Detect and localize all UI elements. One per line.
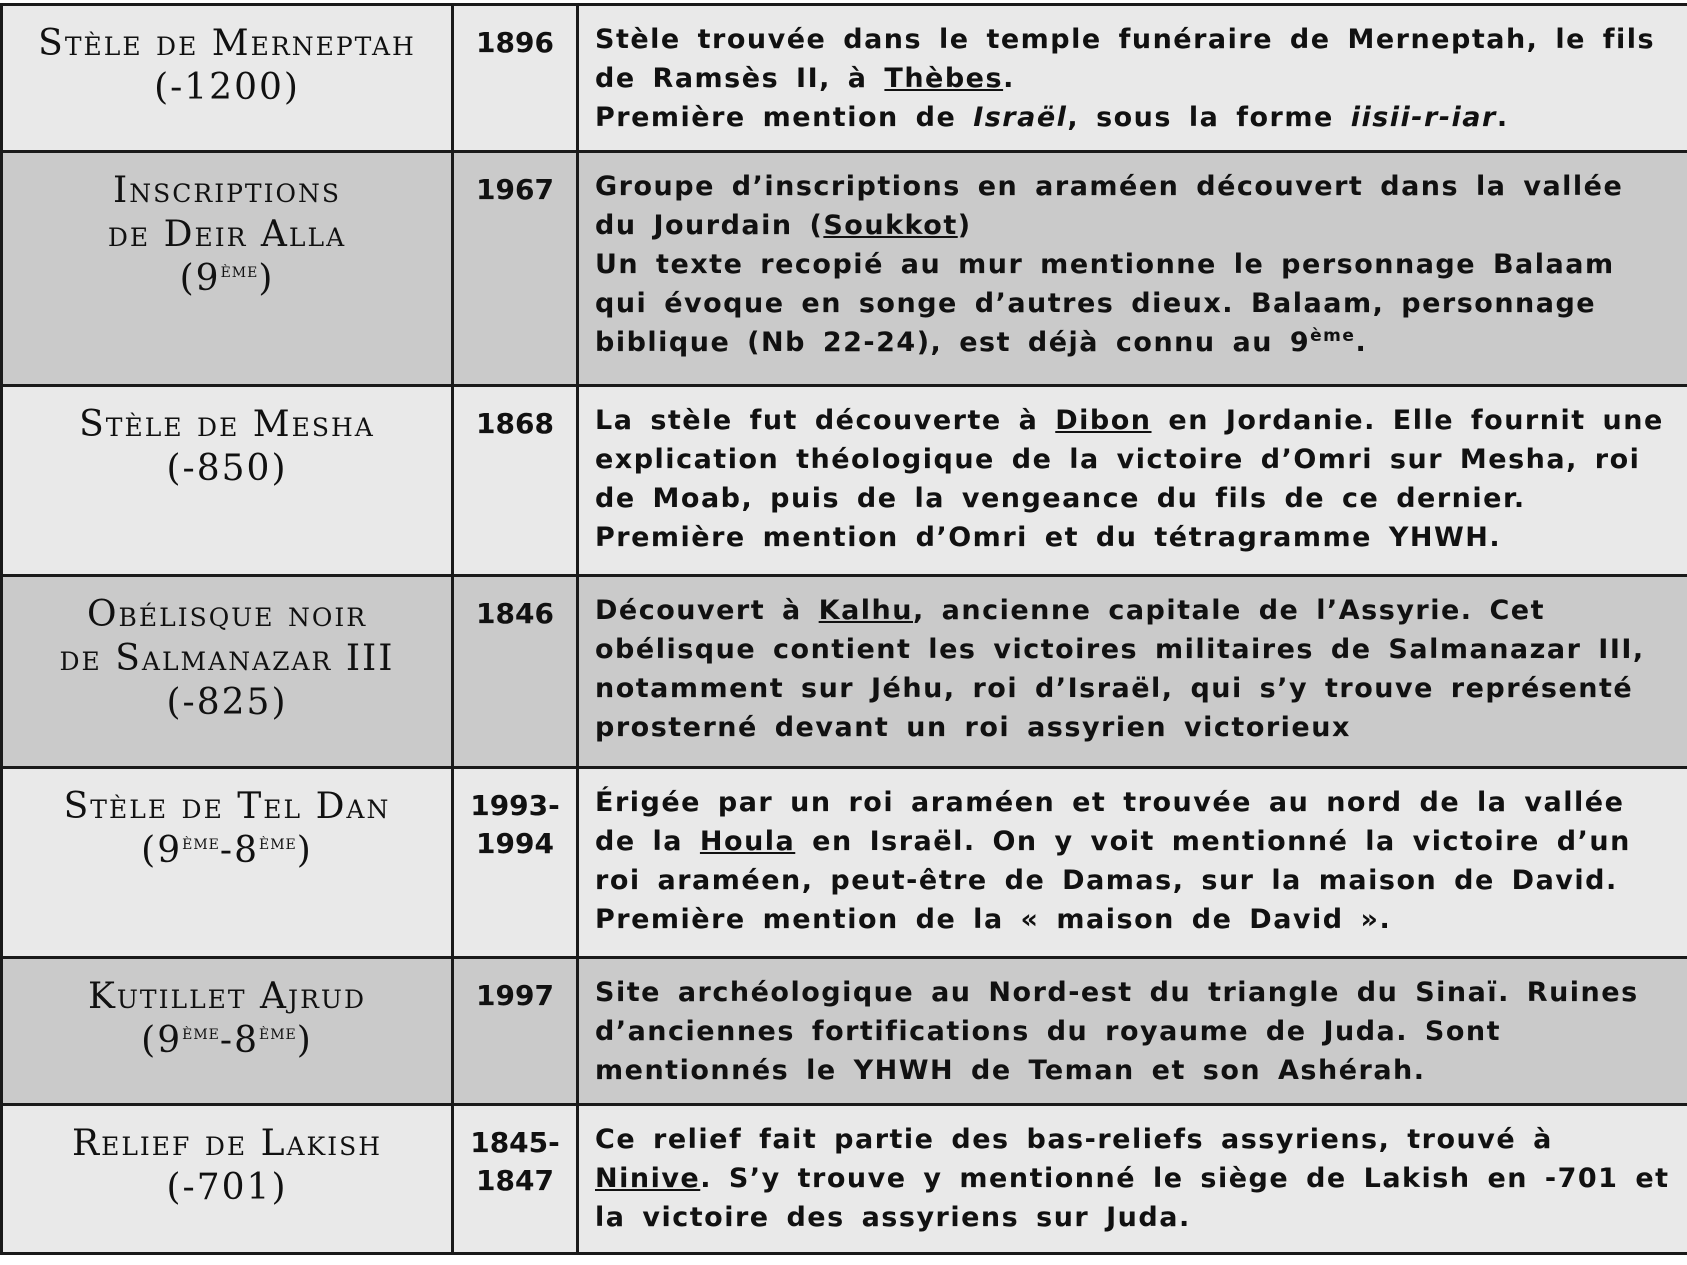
description-paragraph <box>595 591 1671 747</box>
description-text: . S’y trouve y mentionné le siège de Lakish en -701 et la victoire des assyriens sur Juda. <box>595 1163 1670 1233</box>
description-paragraph: Site archéologique au Nord-est du triangle du Sinaï. Ruines d’anciennes fortifications du royaume de Juda. Sont mentionnés le YHWH de Teman et son Ashérah. <box>595 977 1639 1086</box>
description-paragraph: Première mention d’Omri et du tétragramme YHWH. <box>595 522 1502 553</box>
discovery-year: 1967 <box>476 173 554 206</box>
description-cell <box>578 768 1687 958</box>
description-text: , sous la forme <box>1067 102 1351 133</box>
artifact-name-cell <box>2 1105 453 1254</box>
archaeology-table <box>0 3 1687 1255</box>
description-text: . <box>1496 102 1509 133</box>
description-cell <box>578 386 1687 576</box>
description-paragraph <box>595 401 1671 518</box>
description-text: en Jordanie. Elle fournit une explication théologique de la victoire d’Omri sur Mesha, roi de Moab, puis de la vengeance du fils de ce dernier. <box>595 405 1664 514</box>
artifact-date: (-701) <box>166 1167 288 1208</box>
description-text: Première mention de <box>595 102 974 133</box>
artifact-date: (-1200) <box>154 67 300 108</box>
description-text: Découvert à <box>595 595 819 626</box>
artifact-name: Stèle de Merneptah <box>38 23 416 64</box>
discovery-year-cell <box>453 958 578 1105</box>
description-paragraph <box>595 245 1671 362</box>
place-link-kalhu[interactable]: Kalhu <box>818 595 913 626</box>
description-cell <box>578 5 1687 152</box>
description-text: Stèle trouvée dans le temple funéraire de Merneptah, le fils de Ramsès II, à <box>595 24 1656 94</box>
table-row <box>2 958 1687 1105</box>
description-text: , ancienne capitale de l’Assyrie. Cet obélisque contient les victoires militaires de Salmanazar III, notamment sur Jéhu, roi d’Israël, qui s’y trouve représenté prosterné devant un roi assyrien victorieux <box>595 595 1645 743</box>
place-link-soukkot[interactable]: Soukkot <box>823 210 958 241</box>
artifact-name: Relief de Lakish <box>71 1123 383 1164</box>
description-paragraph <box>595 98 1671 137</box>
table-row <box>2 5 1687 152</box>
description-cell <box>578 1105 1687 1254</box>
table-row <box>2 386 1687 576</box>
table-row <box>2 152 1687 386</box>
description-paragraph <box>595 167 1671 245</box>
discovery-year: 1994 <box>476 827 554 860</box>
artifact-name-cell <box>2 958 453 1105</box>
artifact-date: (9ème) <box>179 258 275 299</box>
discovery-year-cell <box>453 576 578 768</box>
discovery-year: 1993- <box>470 789 560 822</box>
place-link-dibon[interactable]: Dibon <box>1055 405 1152 436</box>
artifact-name-cell <box>2 152 453 386</box>
place-link-thebes[interactable]: Thèbes <box>884 63 1004 94</box>
artifact-name-cell <box>2 768 453 958</box>
artifact-name: Kutillet Ajrud <box>87 976 367 1017</box>
table-row <box>2 768 1687 958</box>
description-cell <box>578 152 1687 386</box>
description-paragraph <box>595 20 1671 98</box>
description-paragraph <box>595 1120 1671 1237</box>
description-text: La stèle fut découverte à <box>595 405 1056 436</box>
discovery-year-cell <box>453 386 578 576</box>
artifact-name: Obélisque noir <box>86 594 368 635</box>
artifact-name: de Deir Alla <box>107 214 347 255</box>
emphasis-text: iisii-r-iar <box>1350 102 1497 133</box>
discovery-year-cell <box>453 152 578 386</box>
discovery-year: 1896 <box>476 26 554 59</box>
discovery-year: 1846 <box>476 597 554 630</box>
discovery-year-cell <box>453 768 578 958</box>
description-text: Ce relief fait partie des bas-reliefs assyriens, trouvé à <box>595 1124 1553 1155</box>
artifact-date: (-850) <box>166 448 288 489</box>
description-text: Érigée par un roi araméen et trouvée au nord de la vallée de la <box>595 787 1625 857</box>
description-paragraph <box>595 783 1671 939</box>
place-link-houla[interactable]: Houla <box>699 826 796 857</box>
discovery-year: 1868 <box>476 407 554 440</box>
description-text: Un texte recopié au mur mentionne le personnage Balaam qui évoque en songe d’autres dieux. Balaam, personnage biblique (Nb 22-24), est déjà connu au 9 <box>595 249 1615 358</box>
description-text: . <box>1355 327 1368 358</box>
artifact-name: Stèle de Mesha <box>79 404 375 445</box>
artifact-name-cell <box>2 386 453 576</box>
artifact-name: de Salmanazar III <box>59 638 395 679</box>
discovery-year: 1845- <box>470 1126 560 1159</box>
superscript-text: ème <box>1310 326 1356 346</box>
archaeology-table-wrapper <box>0 3 1687 1255</box>
place-link-ninive[interactable]: Ninive <box>595 1163 701 1194</box>
artifact-date: (-825) <box>166 682 288 723</box>
artifact-name-cell <box>2 576 453 768</box>
discovery-year-cell <box>453 5 578 152</box>
table-row <box>2 576 1687 768</box>
discovery-year: 1997 <box>476 979 554 1012</box>
description-cell <box>578 958 1687 1105</box>
description-text: Groupe d’inscriptions en araméen découvert dans la vallée du Jourdain ( <box>595 171 1624 241</box>
table-row <box>2 1105 1687 1254</box>
description-text: . <box>1003 63 1015 94</box>
artifact-date: (9ème-8ème) <box>141 830 313 871</box>
artifact-date: (9ème-8ème) <box>141 1020 313 1061</box>
discovery-year-cell <box>453 1105 578 1254</box>
artifact-name: Stèle de Tel Dan <box>63 786 391 827</box>
artifact-name-cell <box>2 5 453 152</box>
description-text: ) <box>957 210 972 241</box>
description-text: en Israël. On y voit mentionné la victoire d’un roi araméen, peut-être de Damas, sur la maison de David. Première mention de la « maison de David ». <box>595 826 1631 935</box>
discovery-year: 1847 <box>476 1164 554 1197</box>
description-cell <box>578 576 1687 768</box>
artifact-name: Inscriptions <box>113 170 341 211</box>
emphasis-text: Israël <box>973 102 1068 133</box>
